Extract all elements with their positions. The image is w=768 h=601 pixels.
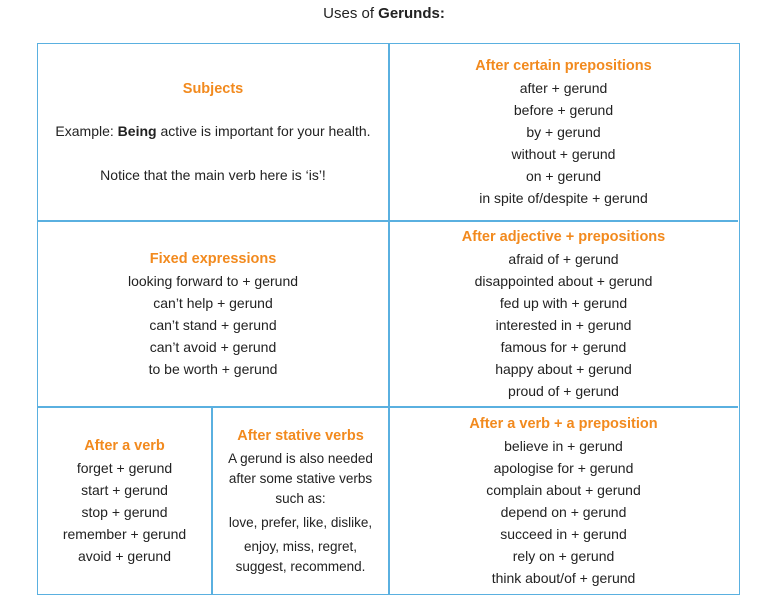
verb-heading: After a verb (84, 437, 165, 454)
cell-adjective-prepositions (389, 221, 738, 406)
list-item: interested in + gerund (495, 316, 632, 333)
cell-fixed-expressions (38, 221, 388, 406)
subjects-note: Notice that the main verb here is ‘is’! (100, 167, 326, 183)
page-title (0, 5, 768, 22)
fixed-heading: Fixed expressions (149, 250, 277, 267)
verb-prep-heading: After a verb + a preposition (469, 415, 658, 432)
example-rest: active is important for your health. (156, 123, 371, 139)
cell-verb-preposition (389, 407, 738, 594)
subjects-example (55, 120, 370, 142)
cell-subjects (38, 44, 388, 220)
cell-after-verb (38, 407, 211, 594)
list-item: before + gerund (513, 102, 614, 118)
list-item: can’t avoid + gerund (149, 338, 277, 355)
list-item: happy about + gerund (495, 360, 632, 377)
stative-text-line: love, prefer, like, dislike, (228, 514, 373, 530)
list-item: complain about + gerund (486, 481, 641, 498)
list-item: think about/of + gerund (491, 569, 636, 586)
list-item: remember + gerund (62, 525, 187, 542)
cell-stative-verbs (213, 407, 388, 594)
list-item: famous for + gerund (500, 338, 627, 355)
list-item: avoid + gerund (77, 547, 172, 564)
gerund-table (37, 43, 740, 595)
list-item: looking forward to + gerund (127, 272, 299, 289)
list-item: succeed in + gerund (500, 525, 627, 542)
title-bold: Gerunds: (378, 5, 445, 22)
list-item: depend on + gerund (500, 503, 627, 520)
list-item: after + gerund (519, 80, 608, 96)
list-item: without + gerund (511, 146, 616, 162)
list-item: believe in + gerund (504, 437, 623, 454)
example-prefix: Example: (55, 123, 118, 139)
list-item: rely on + gerund (512, 547, 615, 564)
list-item: apologise for + gerund (493, 459, 634, 476)
stative-text-line: such as: (275, 490, 326, 506)
stative-text-line: after some stative verbs (228, 470, 373, 486)
cell-prepositions (389, 44, 738, 220)
list-item: disappointed about + gerund (474, 272, 653, 289)
subjects-heading: Subjects (182, 81, 244, 97)
title-prefix: Uses of (323, 5, 379, 22)
stative-text-line: enjoy, miss, regret, (243, 538, 358, 554)
list-item: stop + gerund (81, 503, 168, 520)
adjective-heading: After adjective + prepositions (461, 228, 666, 245)
list-item: can’t stand + gerund (149, 316, 277, 333)
list-item: forget + gerund (76, 459, 173, 476)
stative-text-line: suggest, recommend. (235, 558, 366, 574)
list-item: afraid of + gerund (508, 250, 619, 267)
list-item: on + gerund (525, 168, 602, 184)
stative-text-line: A gerund is also needed (228, 450, 373, 466)
list-item: can’t help + gerund (153, 294, 273, 311)
prepositions-heading: After certain prepositions (475, 58, 652, 74)
stative-heading: After stative verbs (237, 427, 364, 444)
list-item: to be worth + gerund (148, 360, 278, 377)
list-item: in spite of/despite + gerund (479, 190, 648, 206)
list-item: fed up with + gerund (499, 294, 628, 311)
example-bold: Being (117, 123, 157, 139)
list-item: proud of + gerund (508, 382, 619, 399)
list-item: start + gerund (81, 481, 168, 498)
list-item: by + gerund (526, 124, 601, 140)
